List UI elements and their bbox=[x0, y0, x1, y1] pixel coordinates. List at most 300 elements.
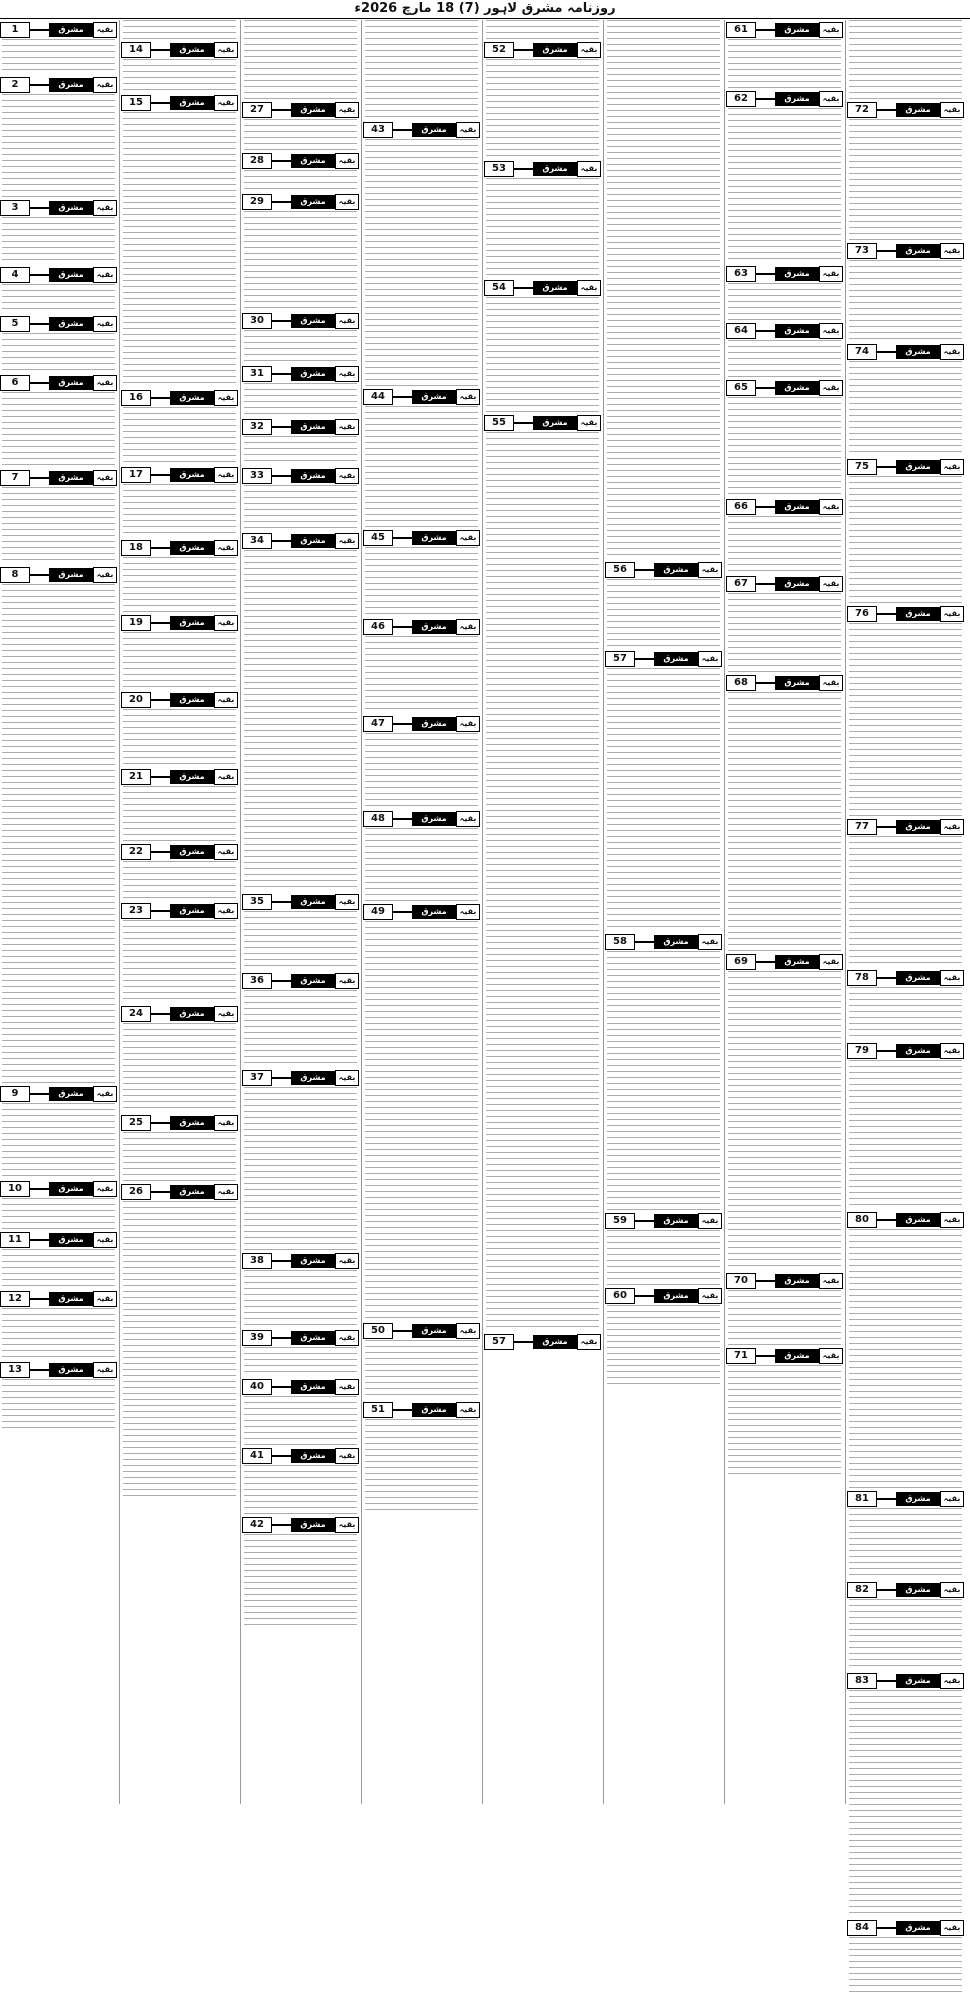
article-body bbox=[728, 1290, 841, 1346]
article-header bbox=[847, 1492, 964, 1506]
header-rule bbox=[756, 29, 775, 31]
continued-article bbox=[121, 43, 238, 93]
article-header bbox=[121, 391, 238, 405]
continued-article bbox=[363, 531, 480, 617]
article-body bbox=[244, 550, 357, 892]
continued-article bbox=[242, 1449, 359, 1515]
mashriq-logo: مشرق bbox=[896, 460, 940, 474]
article-body bbox=[365, 921, 478, 1321]
mashriq-logo: مشرق bbox=[412, 717, 456, 731]
article-header bbox=[847, 244, 964, 258]
article-number: 48 bbox=[363, 811, 393, 827]
mashriq-logo: مشرق bbox=[775, 676, 819, 690]
mashriq-logo: مشرق bbox=[49, 268, 93, 282]
continued-article bbox=[0, 23, 117, 75]
header-rule bbox=[151, 776, 170, 778]
article-header bbox=[726, 676, 843, 690]
mashriq-logo: مشرق bbox=[291, 469, 335, 483]
article-body bbox=[244, 170, 357, 192]
baqiya-tag: بقیہ bbox=[93, 22, 117, 38]
header-rule bbox=[877, 1589, 896, 1591]
column-separator bbox=[603, 20, 604, 1804]
baqiya-tag: بقیہ bbox=[819, 266, 843, 282]
baqiya-tag: بقیہ bbox=[456, 811, 480, 827]
article-header bbox=[242, 154, 359, 168]
continued-article bbox=[242, 1071, 359, 1251]
header-rule bbox=[756, 387, 775, 389]
article-number: 2 bbox=[0, 77, 30, 93]
continued-article bbox=[726, 267, 843, 321]
article-number: 83 bbox=[847, 1673, 877, 1689]
article-header bbox=[0, 23, 117, 37]
mashriq-logo: مشرق bbox=[412, 1324, 456, 1338]
continued-article bbox=[847, 460, 964, 604]
continued-article bbox=[726, 324, 843, 378]
baqiya-tag: بقیہ bbox=[940, 102, 964, 118]
article-header bbox=[121, 43, 238, 57]
header-rule bbox=[756, 273, 775, 275]
article-body bbox=[123, 1132, 236, 1182]
article-number: 61 bbox=[726, 22, 756, 38]
header-rule bbox=[514, 422, 533, 424]
mashriq-logo: مشرق bbox=[170, 391, 214, 405]
baqiya-tag: بقیہ bbox=[93, 316, 117, 332]
mashriq-logo: مشرق bbox=[170, 96, 214, 110]
header-rule bbox=[30, 574, 49, 576]
header-rule bbox=[151, 474, 170, 476]
article-body bbox=[728, 397, 841, 497]
baqiya-tag: بقیہ bbox=[335, 468, 359, 484]
article-number: 49 bbox=[363, 904, 393, 920]
mashriq-logo: مشرق bbox=[170, 1185, 214, 1199]
article-body bbox=[123, 407, 236, 465]
continued-article bbox=[726, 23, 843, 89]
continued-article bbox=[726, 955, 843, 1271]
article-header bbox=[726, 381, 843, 395]
article-header bbox=[605, 563, 722, 577]
article-body bbox=[607, 951, 720, 1211]
article-body bbox=[244, 119, 357, 151]
article-header bbox=[363, 717, 480, 731]
article-header bbox=[363, 123, 480, 137]
header-rule bbox=[30, 1239, 49, 1241]
article-body bbox=[849, 1599, 962, 1671]
article-body bbox=[365, 1419, 478, 1515]
continued-article bbox=[0, 1182, 117, 1230]
continued-article bbox=[847, 1213, 964, 1489]
header-rule bbox=[151, 851, 170, 853]
article-header bbox=[242, 420, 359, 434]
article-body bbox=[244, 383, 357, 417]
article-header bbox=[242, 1449, 359, 1463]
header-rule bbox=[151, 1013, 170, 1015]
article-header bbox=[605, 1289, 722, 1303]
article-header bbox=[847, 1044, 964, 1058]
mashriq-logo: مشرق bbox=[775, 500, 819, 514]
header-rule bbox=[151, 547, 170, 549]
article-header bbox=[242, 195, 359, 209]
article-header bbox=[0, 317, 117, 331]
article-body bbox=[2, 392, 115, 468]
article-number: 68 bbox=[726, 675, 756, 691]
continued-article bbox=[726, 676, 843, 952]
column-3 bbox=[242, 20, 359, 1804]
article-body bbox=[849, 623, 962, 817]
article-number: 57 bbox=[484, 1334, 514, 1350]
article-header bbox=[847, 971, 964, 985]
article-header bbox=[121, 1007, 238, 1021]
article-number: 22 bbox=[121, 844, 151, 860]
baqiya-tag: بقیہ bbox=[335, 1330, 359, 1346]
article-body bbox=[849, 1937, 962, 1997]
baqiya-tag: بقیہ bbox=[93, 267, 117, 283]
mashriq-logo: مشرق bbox=[654, 935, 698, 949]
article-header bbox=[726, 92, 843, 106]
mashriq-logo: مشرق bbox=[412, 531, 456, 545]
header-rule bbox=[272, 1386, 291, 1388]
article-number: 52 bbox=[484, 42, 514, 58]
mashriq-logo: مشرق bbox=[291, 1518, 335, 1532]
article-body bbox=[244, 1396, 357, 1446]
article-header bbox=[847, 1921, 964, 1935]
baqiya-tag: بقیہ bbox=[93, 470, 117, 486]
continued-article bbox=[121, 1185, 238, 1501]
continued-article bbox=[847, 971, 964, 1041]
continued-article bbox=[121, 616, 238, 690]
baqiya-tag: بقیہ bbox=[698, 934, 722, 950]
continued-article bbox=[242, 195, 359, 311]
column-separator bbox=[361, 20, 362, 1804]
baqiya-tag: بقیہ bbox=[335, 1070, 359, 1086]
header-rule bbox=[514, 287, 533, 289]
continuation-text bbox=[486, 20, 599, 40]
article-body bbox=[849, 361, 962, 457]
continued-article bbox=[0, 268, 117, 314]
article-body bbox=[607, 1305, 720, 1389]
header-rule bbox=[30, 382, 49, 384]
article-body bbox=[123, 484, 236, 538]
column-1 bbox=[0, 20, 117, 1804]
mashriq-logo: مشرق bbox=[896, 1583, 940, 1597]
article-body bbox=[244, 436, 357, 466]
header-rule bbox=[635, 1220, 654, 1222]
continued-article bbox=[726, 500, 843, 574]
article-number: 57 bbox=[605, 651, 635, 667]
continuation-text bbox=[244, 20, 357, 100]
continued-article bbox=[0, 1363, 117, 1433]
header-rule bbox=[514, 1341, 533, 1343]
mashriq-logo: مشرق bbox=[49, 1087, 93, 1101]
baqiya-tag: بقیہ bbox=[335, 194, 359, 210]
header-rule bbox=[151, 622, 170, 624]
article-body bbox=[849, 1060, 962, 1210]
article-header bbox=[0, 201, 117, 215]
baqiya-tag: بقیہ bbox=[335, 1253, 359, 1269]
baqiya-tag: بقیہ bbox=[214, 903, 238, 919]
article-header bbox=[726, 577, 843, 591]
header-rule bbox=[272, 160, 291, 162]
baqiya-tag: بقیہ bbox=[93, 1362, 117, 1378]
header-rule bbox=[393, 1330, 412, 1332]
continued-article bbox=[363, 620, 480, 714]
continued-article bbox=[363, 123, 480, 387]
continued-article bbox=[847, 345, 964, 457]
continued-article bbox=[242, 1331, 359, 1377]
continued-article bbox=[121, 845, 238, 901]
article-body bbox=[2, 1249, 115, 1289]
continued-article bbox=[726, 577, 843, 673]
continued-article bbox=[605, 1289, 722, 1389]
baqiya-tag: بقیہ bbox=[698, 651, 722, 667]
article-header bbox=[242, 1071, 359, 1085]
continued-article bbox=[242, 103, 359, 151]
article-header bbox=[847, 460, 964, 474]
article-body bbox=[365, 1340, 478, 1400]
header-rule bbox=[393, 723, 412, 725]
article-number: 27 bbox=[242, 102, 272, 118]
baqiya-tag: بقیہ bbox=[456, 1323, 480, 1339]
article-number: 51 bbox=[363, 1402, 393, 1418]
article-header bbox=[121, 1185, 238, 1199]
baqiya-tag: بقیہ bbox=[214, 1184, 238, 1200]
continued-article bbox=[605, 935, 722, 1211]
article-number: 67 bbox=[726, 576, 756, 592]
header-rule bbox=[272, 1077, 291, 1079]
mashriq-logo: مشرق bbox=[412, 123, 456, 137]
article-number: 14 bbox=[121, 42, 151, 58]
header-rule bbox=[272, 1337, 291, 1339]
mashriq-logo: مشرق bbox=[896, 1044, 940, 1058]
article-number: 21 bbox=[121, 769, 151, 785]
continued-article bbox=[847, 1921, 964, 1997]
baqiya-tag: بقیہ bbox=[940, 1491, 964, 1507]
header-rule bbox=[635, 1295, 654, 1297]
mashriq-logo: مشرق bbox=[49, 1292, 93, 1306]
article-header bbox=[605, 652, 722, 666]
mashriq-logo: مشرق bbox=[291, 314, 335, 328]
continued-article bbox=[605, 652, 722, 932]
mashriq-logo: مشرق bbox=[896, 1213, 940, 1227]
continued-article bbox=[847, 820, 964, 968]
continued-article bbox=[121, 391, 238, 465]
article-number: 19 bbox=[121, 615, 151, 631]
header-rule bbox=[151, 1191, 170, 1193]
mashriq-logo: مشرق bbox=[49, 1233, 93, 1247]
header-rule bbox=[151, 102, 170, 104]
article-header bbox=[121, 693, 238, 707]
baqiya-tag: بقیہ bbox=[940, 606, 964, 622]
baqiya-tag: بقیہ bbox=[940, 243, 964, 259]
article-header bbox=[847, 1213, 964, 1227]
article-number: 13 bbox=[0, 1362, 30, 1378]
baqiya-tag: بقیہ bbox=[335, 102, 359, 118]
continued-article bbox=[0, 471, 117, 565]
article-body bbox=[2, 333, 115, 373]
mashriq-logo: مشرق bbox=[896, 820, 940, 834]
article-number: 25 bbox=[121, 1115, 151, 1131]
article-body bbox=[244, 330, 357, 364]
continued-article bbox=[363, 1403, 480, 1515]
article-number: 39 bbox=[242, 1330, 272, 1346]
baqiya-tag: بقیہ bbox=[819, 675, 843, 691]
article-header bbox=[0, 1182, 117, 1196]
article-body bbox=[728, 692, 841, 952]
continued-article bbox=[0, 1233, 117, 1289]
article-header bbox=[726, 324, 843, 338]
mashriq-logo: مشرق bbox=[412, 812, 456, 826]
header-rule bbox=[30, 29, 49, 31]
continued-article bbox=[242, 1254, 359, 1328]
article-body bbox=[365, 733, 478, 809]
continued-article bbox=[242, 974, 359, 1068]
column-2 bbox=[121, 20, 238, 1804]
article-body bbox=[849, 836, 962, 968]
continued-article bbox=[242, 895, 359, 971]
page-masthead: روزنامہ مشرق لاہور (7) 18 مارچ 2026ء bbox=[0, 0, 970, 19]
baqiya-tag: بقیہ bbox=[335, 1517, 359, 1533]
article-number: 62 bbox=[726, 91, 756, 107]
header-rule bbox=[272, 320, 291, 322]
article-body bbox=[365, 828, 478, 902]
header-rule bbox=[393, 396, 412, 398]
header-rule bbox=[30, 1188, 49, 1190]
article-body bbox=[2, 217, 115, 265]
article-header bbox=[242, 974, 359, 988]
baqiya-tag: بقیہ bbox=[335, 313, 359, 329]
article-number: 63 bbox=[726, 266, 756, 282]
mashriq-logo: مشرق bbox=[412, 905, 456, 919]
continued-article bbox=[121, 1007, 238, 1113]
baqiya-tag: بقیہ bbox=[940, 1582, 964, 1598]
mashriq-logo: مشرق bbox=[533, 43, 577, 57]
continuation-text bbox=[123, 20, 236, 40]
article-number: 30 bbox=[242, 313, 272, 329]
article-body bbox=[123, 632, 236, 690]
article-header bbox=[847, 103, 964, 117]
continued-article bbox=[726, 1349, 843, 1475]
article-body bbox=[123, 557, 236, 613]
continued-article bbox=[0, 201, 117, 265]
baqiya-tag: بقیہ bbox=[698, 562, 722, 578]
article-header bbox=[847, 345, 964, 359]
header-rule bbox=[30, 274, 49, 276]
mashriq-logo: مشرق bbox=[775, 955, 819, 969]
header-rule bbox=[877, 1219, 896, 1221]
article-header bbox=[242, 1254, 359, 1268]
article-number: 74 bbox=[847, 344, 877, 360]
header-rule bbox=[877, 1498, 896, 1500]
article-header bbox=[0, 1292, 117, 1306]
baqiya-tag: بقیہ bbox=[456, 619, 480, 635]
article-header bbox=[121, 541, 238, 555]
header-rule bbox=[30, 477, 49, 479]
article-header bbox=[121, 96, 238, 110]
mashriq-logo: مشرق bbox=[654, 1214, 698, 1228]
article-header bbox=[121, 616, 238, 630]
article-number: 23 bbox=[121, 903, 151, 919]
mashriq-logo: مشرق bbox=[775, 324, 819, 338]
mashriq-logo: مشرق bbox=[49, 1363, 93, 1377]
baqiya-tag: بقیہ bbox=[214, 95, 238, 111]
baqiya-tag: بقیہ bbox=[214, 467, 238, 483]
header-rule bbox=[272, 109, 291, 111]
mashriq-logo: مشرق bbox=[170, 616, 214, 630]
article-body bbox=[2, 487, 115, 565]
article-header bbox=[242, 103, 359, 117]
article-header bbox=[242, 1331, 359, 1345]
mashriq-logo: مشرق bbox=[49, 23, 93, 37]
header-rule bbox=[756, 1355, 775, 1357]
continued-article bbox=[363, 717, 480, 809]
article-number: 3 bbox=[0, 200, 30, 216]
column-separator bbox=[119, 20, 120, 1804]
continued-article bbox=[363, 1324, 480, 1400]
continued-article bbox=[726, 92, 843, 264]
mashriq-logo: مشرق bbox=[170, 1116, 214, 1130]
mashriq-logo: مشرق bbox=[49, 1182, 93, 1196]
article-number: 53 bbox=[484, 161, 514, 177]
continued-article bbox=[363, 812, 480, 902]
mashriq-logo: مشرق bbox=[654, 652, 698, 666]
article-body bbox=[123, 1023, 236, 1113]
baqiya-tag: بقیہ bbox=[214, 42, 238, 58]
header-rule bbox=[877, 826, 896, 828]
article-header bbox=[363, 905, 480, 919]
header-rule bbox=[877, 466, 896, 468]
article-body bbox=[728, 39, 841, 89]
article-body bbox=[849, 987, 962, 1041]
article-number: 71 bbox=[726, 1348, 756, 1364]
article-number: 54 bbox=[484, 280, 514, 296]
continued-article bbox=[242, 1380, 359, 1446]
baqiya-tag: بقیہ bbox=[93, 1086, 117, 1102]
header-rule bbox=[877, 613, 896, 615]
column-5 bbox=[484, 20, 601, 1804]
header-rule bbox=[393, 626, 412, 628]
baqiya-tag: بقیہ bbox=[335, 973, 359, 989]
article-body bbox=[244, 485, 357, 531]
mashriq-logo: مشرق bbox=[170, 845, 214, 859]
baqiya-tag: بقیہ bbox=[214, 769, 238, 785]
article-number: 81 bbox=[847, 1491, 877, 1507]
mashriq-logo: مشرق bbox=[49, 568, 93, 582]
article-body bbox=[728, 1365, 841, 1475]
article-header bbox=[847, 1583, 964, 1597]
article-header bbox=[363, 1324, 480, 1338]
mashriq-logo: مشرق bbox=[533, 416, 577, 430]
header-rule bbox=[272, 1455, 291, 1457]
mashriq-logo: مشرق bbox=[896, 1674, 940, 1688]
article-header bbox=[0, 1233, 117, 1247]
article-header bbox=[242, 1518, 359, 1532]
mashriq-logo: مشرق bbox=[49, 317, 93, 331]
article-number: 11 bbox=[0, 1232, 30, 1248]
article-number: 73 bbox=[847, 243, 877, 259]
continued-article bbox=[847, 1492, 964, 1580]
article-body bbox=[244, 990, 357, 1068]
baqiya-tag: بقیہ bbox=[93, 200, 117, 216]
mashriq-logo: مشرق bbox=[654, 563, 698, 577]
header-rule bbox=[272, 540, 291, 542]
article-body bbox=[607, 579, 720, 649]
header-rule bbox=[30, 323, 49, 325]
article-body bbox=[123, 112, 236, 388]
mashriq-logo: مشرق bbox=[49, 78, 93, 92]
article-header bbox=[726, 1274, 843, 1288]
mashriq-logo: مشرق bbox=[170, 1007, 214, 1021]
article-body bbox=[849, 260, 962, 342]
continued-article bbox=[0, 1292, 117, 1360]
